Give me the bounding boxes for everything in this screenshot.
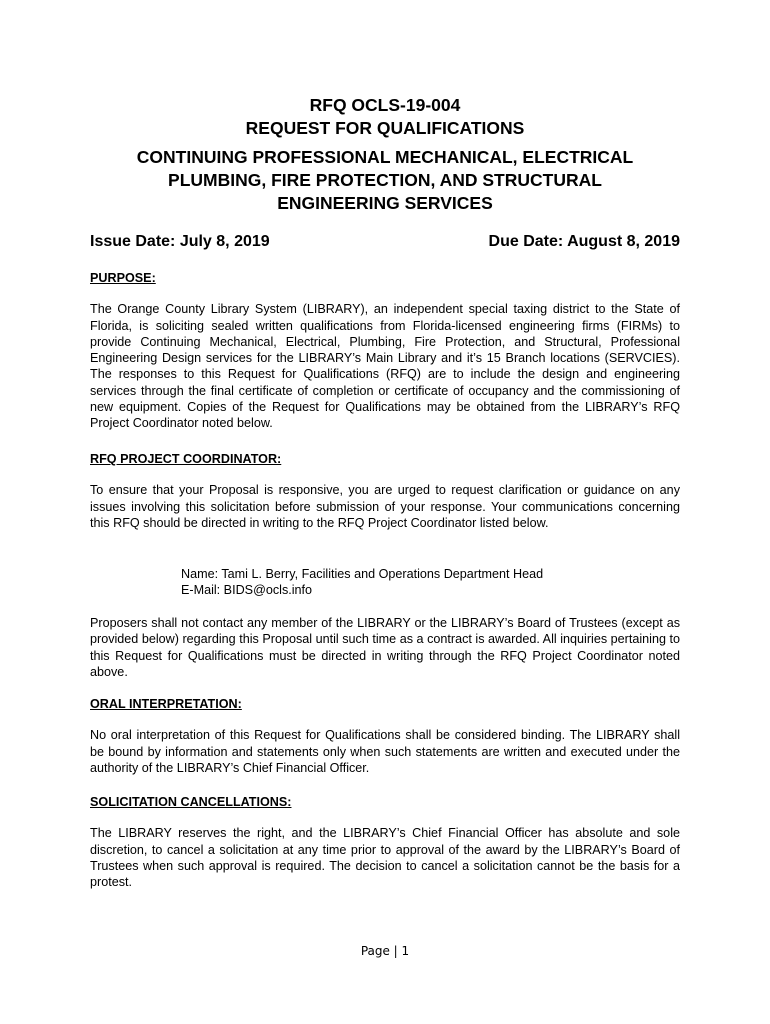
oral-text: No oral interpretation of this Request for Qualifications shall be considered binding. The LIBRARY shall be bound by information and statements only when such statements are written and executed under the authority of the LIBRARY’s Chief Financial Officer.: [90, 728, 680, 775]
coordinator-section: [90, 451, 680, 531]
coordinator-email: E-Mail: BIDS@ocls.info: [181, 583, 313, 598]
due-date: Due Date: August 8, 2019: [488, 233, 680, 250]
cancellations-text: The LIBRARY reserves the right, and the LIBRARY’s Chief Financial Officer has absolute and sole discretion, to cancel a solicitation at any time prior to approval of the award by the LIBRARY’s Board of Trustees when such approval is required. The decision to cancel a solicitation cannot be the basis for a protest.: [90, 826, 680, 890]
coordinator-contact: [181, 566, 543, 599]
title-line-4: PLUMBING, FIRE PROTECTION, AND STRUCTURAL: [168, 170, 602, 190]
coordinator-heading: RFQ PROJECT COORDINATOR:: [90, 452, 282, 466]
page-number: Page | 1: [360, 944, 410, 958]
no-contact-text: Proposers shall not contact any member of the LIBRARY or the LIBRARY’s Board of Trustees (except as provided below) regarding this Proposal until such time as a contract is awarded. All inquiries pertaining to this Request for Qualifications must be directed in writing through the RFQ Project Coordinator noted above.: [90, 616, 680, 679]
coordinator-name: Name: Tami L. Berry, Facilities and Operations Department Head: [181, 567, 544, 581]
rfq-type: REQUEST FOR QUALIFICATIONS: [245, 118, 525, 138]
purpose-section: [90, 270, 680, 432]
oral-section: [90, 696, 680, 776]
coordinator-text: To ensure that your Proposal is responsive, you are urged to request clarification or guidance on any issues involving this solicitation before submission of your response. Your communications concerning this RFQ should be directed in writing to the RFQ Project Coordinator listed below.: [90, 483, 680, 530]
oral-heading: ORAL INTERPRETATION:: [90, 697, 242, 711]
cancellations-section: [90, 794, 680, 890]
issue-date: Issue Date: July 8, 2019: [90, 233, 270, 250]
title-line-5: ENGINEERING SERVICES: [277, 193, 493, 213]
no-contact-section: [90, 615, 680, 680]
cancellations-heading: SOLICITATION CANCELLATIONS:: [90, 795, 292, 809]
rfq-number: RFQ OCLS-19-004: [309, 95, 461, 115]
title-line-3: CONTINUING PROFESSIONAL MECHANICAL, ELECTRICAL: [136, 147, 634, 167]
purpose-text: The Orange County Library System (LIBRARY), an independent special taxing district to the State of Florida, is soliciting sealed written qualifications from Florida-licensed engineering firms (FIRMs) to provide Continuing Mechanical, Electrical, Plumbing, Fire Protection, and Structural, Professional Engineering Design services for the LIBRARY’s Main Library and it’s 15 Branch locations (SERVCIES). The responses to this Request for Qualifications (RFQ) are to include the design and engineering services through the final certificate of completion or certificate of occupancy and the commissioning of new equipment. Copies of the Request for Qualifications may be obtained from the LIBRARY’s RFQ Project Coordinator noted below.: [90, 302, 680, 431]
purpose-heading: PURPOSE:: [90, 271, 156, 285]
title-block: [90, 94, 680, 215]
